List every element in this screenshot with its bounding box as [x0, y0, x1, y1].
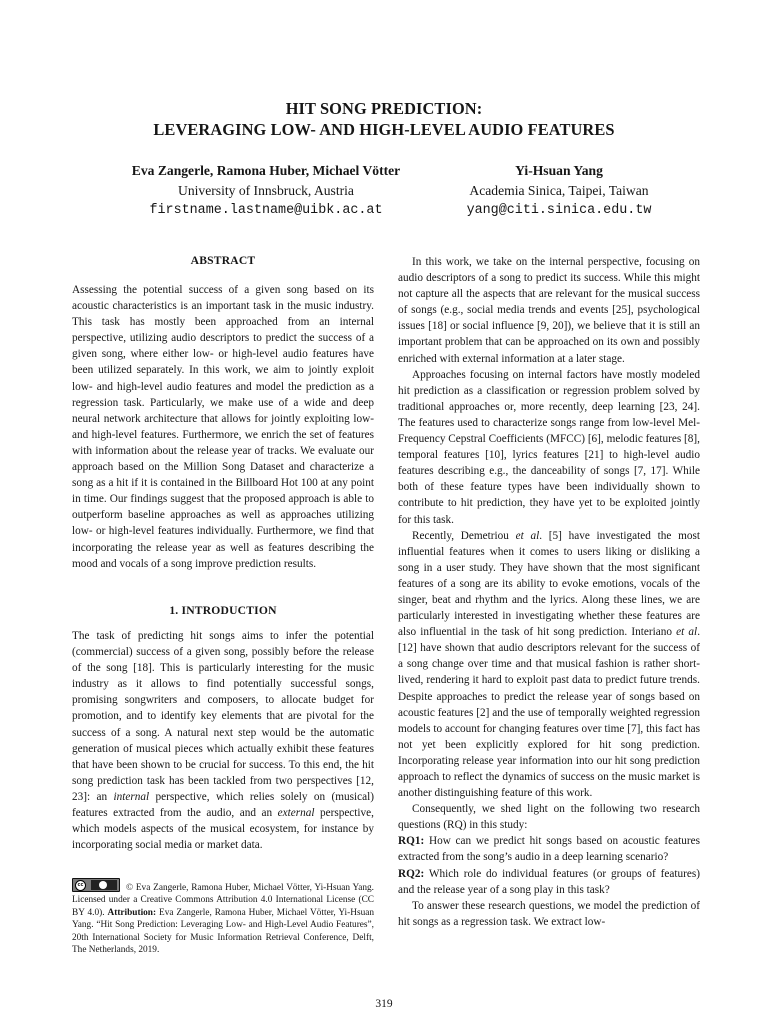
author-names: Yi-Hsuan Yang — [515, 163, 603, 178]
intro-paragraph-1: The task of predicting hit songs aims to infer the potential (commercial) success of a given song, possibly before the release of the song [18]. This is particularly interesting for the music industry as it allows to find potentially successful songs, promising songwriters and composers, to allocate budget for promotion, and to identify key elements that are pivotal for the success of a song. A natural next step would be the automatic generation of musical pieces which actually exhibit these features that have been shown to be crucial for success. To this end, the hit song prediction task has been tackled from two perspectives [12, 23]: an internal perspective, which relies solely on (musical) features extracted from the audio, and an external perspective, which models aspects of the musical ecosystem, for instance by incorporating social media or market data. — [72, 630, 374, 852]
license-text: © Eva Zangerle, Ramona Huber, Michael Vötter, Yi-Hsuan Yang. Licensed under a Creative Commons Attribution 4.0 International License (CC BY 4.0). — [72, 883, 374, 918]
introduction-heading: 1. INTRODUCTION — [169, 604, 277, 617]
page-number: 319 — [375, 998, 393, 1010]
body-paragraph: Recently, Demetriou et al. [5] have investigated the most influential features when it comes to users liking or disliking a song in a user study. They have shown that the most significant features of a song are its ability to evoke emotions, vocals of the singer, beat and rhythm and the lyrics. Along these lines, we are particularly interested in investigating whether these features are also influential in the task of hit song prediction. Interiano et al. [12] have shown that audio descriptors relevant for the success of a song change over time and that musical fashion is rather short-lived, rendering it hard to exploit past data to predict future trends. Despite approaches to predict the release year of songs based on acoustic features [2] and the use of temporally weighted regression models to account for changing features over time [7], this fact has not yet been explicitly explored for hit song prediction. Incorporating release year information into our hit song prediction approach to reflect the dynamics of success on the music market is another distinguishing feature of this work. — [398, 529, 700, 800]
abstract-body — [72, 282, 374, 572]
research-question-1: RQ1: How can we predict hit songs based on acoustic features extracted from the song’s audio in a deep learning scenario? — [398, 835, 700, 864]
body-paragraph: In this work, we take on the internal perspective, focusing on audio descriptors of a song to predict its success. While this might not capture all the aspects that are relevant for the musical success of songs (e.g., social media trends and events [25], psychological issues [18] or social influence [9, 20]), we believe that it is still an important problem that can be approached on its own and possibly enriched with external information at a later stage. — [398, 256, 700, 365]
author-affiliation: Academia Sinica, Taipei, Taiwan — [469, 183, 649, 198]
research-question-2: RQ2: Which role do individual features (or groups of features) and the release year of a song play in this task? — [398, 867, 700, 896]
citation-text: Eva Zangerle, Ramona Huber, Michael Vötter, Yi-Hsuan Yang. “Hit Song Prediction: Leveraging Low- and High-Level Audio Features”, 20th International Society for Music Information Retrieval Conference, Delft, The Netherlands, 2019. — [72, 907, 374, 956]
author-email: firstname.lastname@uibk.ac.at — [149, 203, 383, 218]
paper-title-line-1: HIT SONG PREDICTION: — [285, 99, 483, 118]
author-email: yang@citi.sinica.edu.tw — [466, 203, 652, 218]
cc-by-license-icon: cc — [72, 878, 120, 892]
abstract-heading: ABSTRACT — [190, 254, 256, 267]
attribution-label: Attribution: — [107, 907, 157, 918]
body-paragraph: To answer these research questions, we model the prediction of hit songs as a regression task. We extract low- — [398, 899, 700, 928]
body-paragraph: Approaches focusing on internal factors have mostly modeled hit prediction as a classification or regression problem solved by traditional approaches or, more recently, deep learning [23, 24]. The features used to characterize songs range from low-level Mel-Frequency Cepstral Coefficients (MFCC) [6], melodic features [8], temporal features [10], lyrics features [21] to high-level audio features describing e.g., the danceability of songs [7, 17]. While both of these feature types have been individually shown to contribute to hit prediction, they have yet to be exploited jointly for this task. — [398, 368, 700, 526]
author-block-1 — [85, 161, 447, 221]
license-footnote — [72, 878, 374, 956]
right-column-body — [398, 254, 700, 930]
body-paragraph: Consequently, we shed light on the following two research questions (RQ) in this study: — [398, 803, 700, 832]
author-block-2 — [431, 161, 687, 221]
introduction-body — [72, 628, 374, 853]
abstract-text: Assessing the potential success of a given song based on its acoustic characteristics is an important task in the music industry. This task has mostly been approached from an internal perspective, utilizing audio descriptors to predict the success of a given song, where either low- or high-level audio features have been utilized separately. In this work, we aim to jointly exploit low- and high-level audio features and model the prediction as a regression task. Particularly, we make use of a wide and deep neural network architecture that allows for jointly exploiting low- and high-level features. Furthermore, we enrich the set of features with information about the release year of tracks. We evaluate our approach based on the Million Song Dataset and characterize a song as a hit if it is contained in the Billboard Hot 100 at any point in time. Our findings suggest that the proposed approach is able to outperform baseline approaches as well as approaches utilizing low- or high-level features individually. Furthermore, we find that incorporating the release year as well as features describing the mood and vocals of a song improve prediction results. — [72, 284, 374, 570]
author-names: Eva Zangerle, Ramona Huber, Michael Vötter — [131, 163, 401, 178]
author-affiliation: University of Innsbruck, Austria — [178, 183, 354, 198]
paper-title-line-2: LEVERAGING LOW- AND HIGH-LEVEL AUDIO FEATURES — [153, 120, 615, 139]
